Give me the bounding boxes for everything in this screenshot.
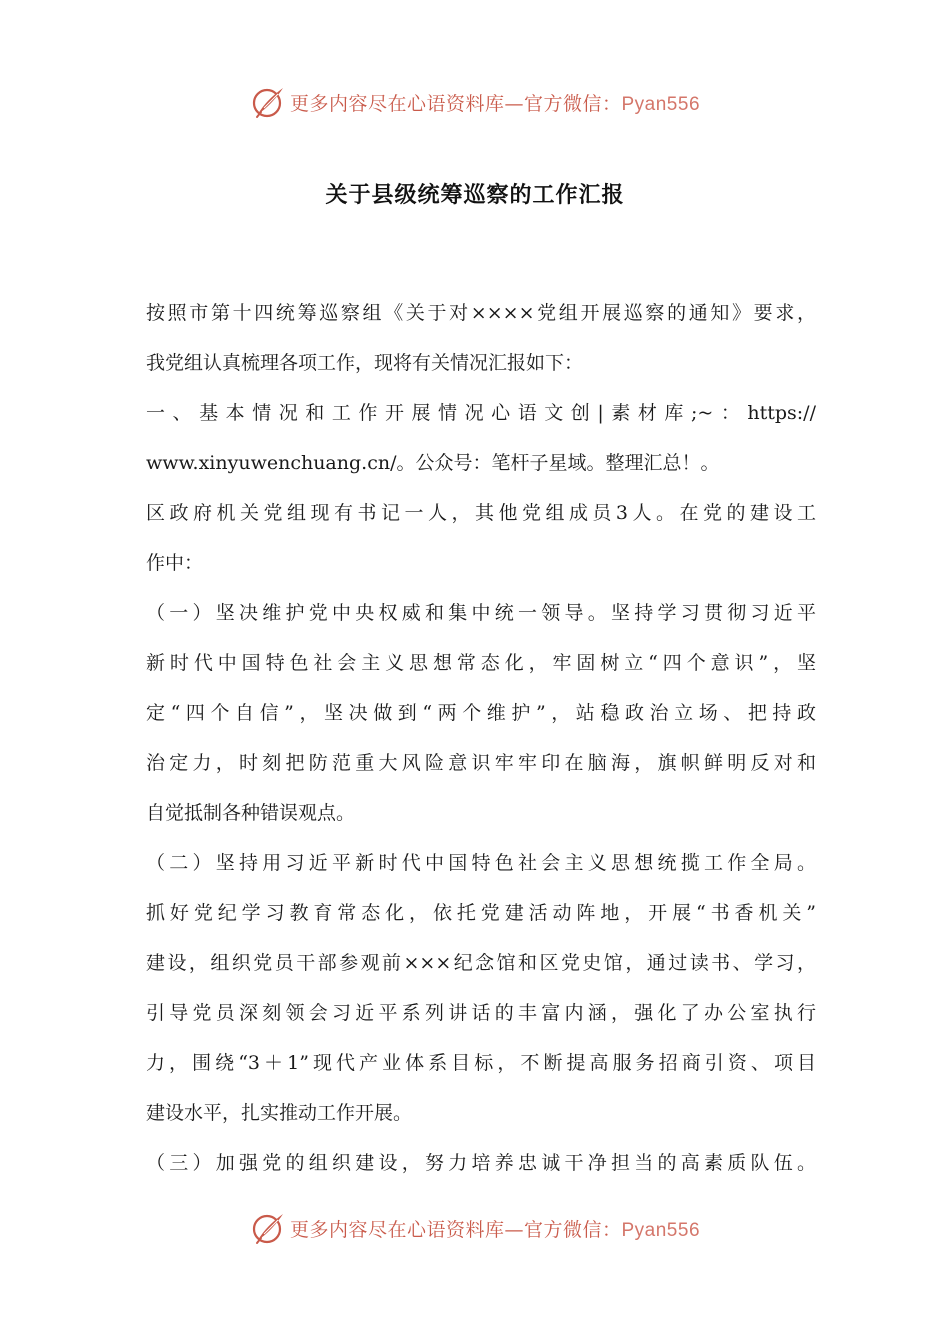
header-watermark-text: 更多内容尽在心语资料库—官方微信：Pyan556 xyxy=(289,92,701,115)
body-line: 引导党员深刻领会习近平系列讲话的丰富内涵，强化了办公室执行 xyxy=(146,1002,816,1024)
body-line: www.xinyuwenchuang.cn/。公众号：笔杆子星域。整理汇总！。 xyxy=(146,452,720,474)
footer-watermark-text: 更多内容尽在心语资料库—官方微信：Pyan556 xyxy=(289,1218,701,1241)
quill-logo-icon xyxy=(250,1210,286,1246)
document-body xyxy=(146,288,816,1188)
footer-watermark-banner xyxy=(0,1208,950,1248)
body-line: 抓好党纪学习教育常态化，依托党建活动阵地，开展“书香机关” xyxy=(146,902,816,924)
body-line: 按照市第十四统筹巡察组《关于对××××党组开展巡察的通知》要求， xyxy=(146,302,816,324)
body-line: 定“四个自信”，坚决做到“两个维护”，站稳政治立场、把持政 xyxy=(146,702,816,724)
body-line: 新时代中国特色社会主义思想常态化，牢固树立“四个意识”，坚 xyxy=(146,652,816,674)
body-line: 力，围绕“3＋1”现代产业体系目标，不断提高服务招商引资、项目 xyxy=(146,1052,816,1074)
body-line: （一）坚决维护党中央权威和集中统一领导。坚持学习贯彻习近平 xyxy=(146,602,816,624)
body-line: 一、基本情况和工作开展情况心语文创|素材库;~：https:// xyxy=(146,402,816,424)
document-title: 关于县级统筹巡察的工作汇报 xyxy=(325,183,625,208)
header-watermark-banner xyxy=(0,82,950,122)
body-line: 建设水平，扎实推动工作开展。 xyxy=(146,1102,413,1124)
quill-logo-icon xyxy=(250,84,286,120)
body-line: （二）坚持用习近平新时代中国特色社会主义思想统揽工作全局。 xyxy=(146,852,816,874)
body-line: 建设，组织党员干部参观前×××纪念馆和区党史馆，通过读书、学习， xyxy=(146,952,816,974)
body-line: （三）加强党的组织建设，努力培养忠诚干净担当的高素质队伍。 xyxy=(146,1152,816,1174)
header-watermark-handle: Pyan556 xyxy=(621,93,701,115)
body-line: 自觉抵制各种错误观点。 xyxy=(146,802,356,824)
footer-watermark-handle: Pyan556 xyxy=(621,1219,701,1241)
body-line: 我党组认真梳理各项工作，现将有关情况汇报如下： xyxy=(146,352,584,374)
body-line: 作中： xyxy=(146,552,204,574)
body-line: 区政府机关党组现有书记一人，其他党组成员3人。在党的建设工 xyxy=(146,502,816,524)
body-line: 治定力，时刻把防范重大风险意识牢牢印在脑海，旗帜鲜明反对和 xyxy=(146,752,816,774)
